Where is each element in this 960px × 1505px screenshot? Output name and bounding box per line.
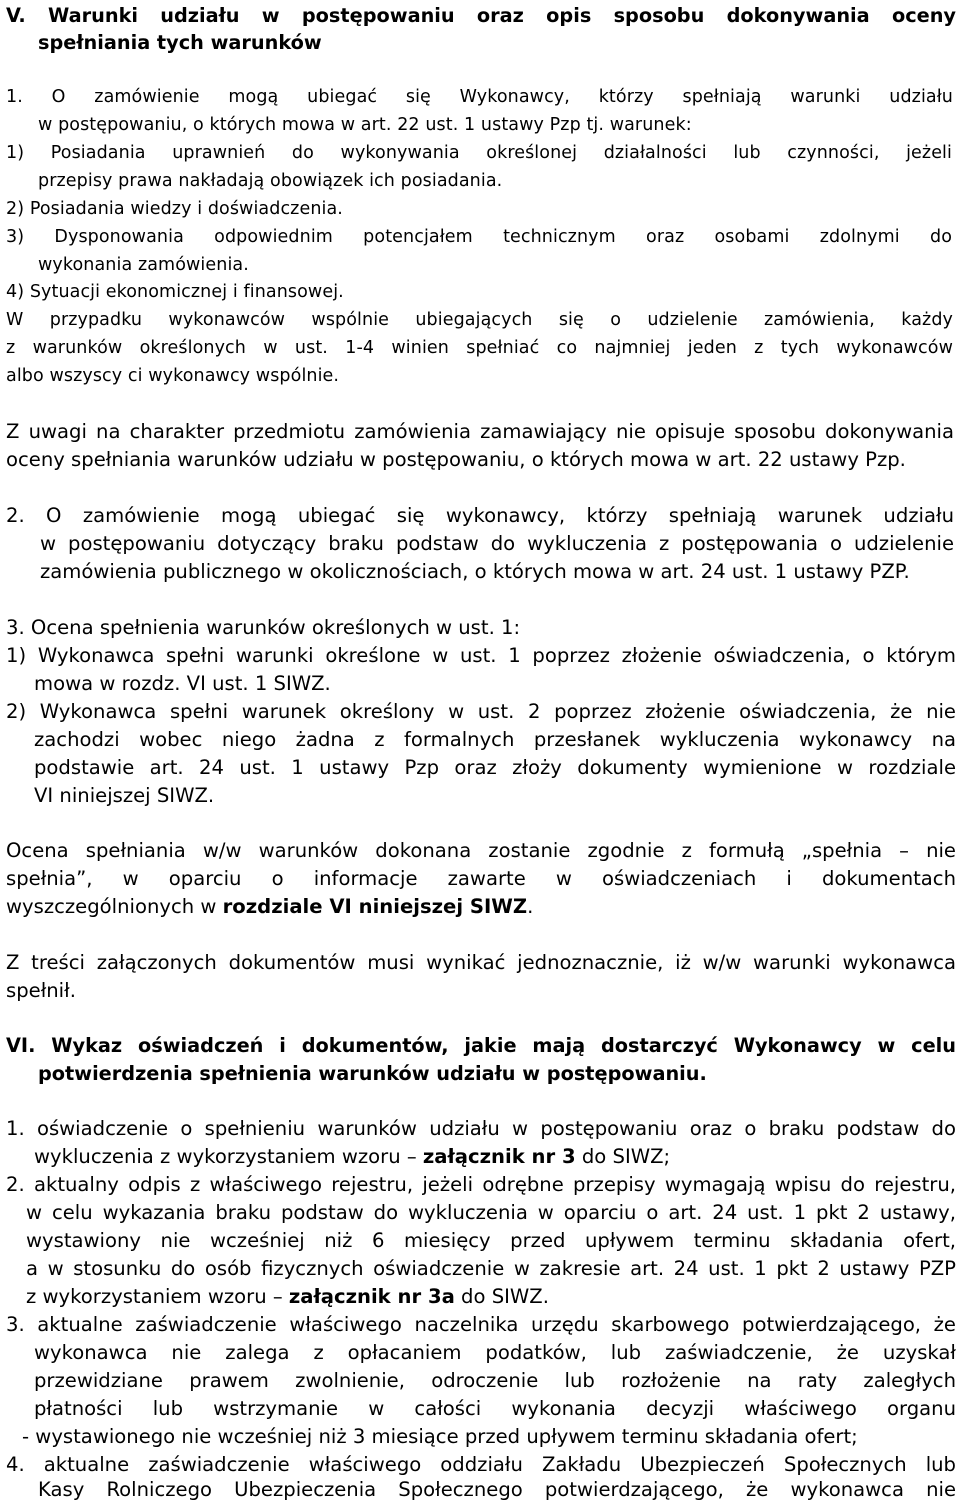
v2-line-2: w postępowaniu dotyczący braku podstaw do wykluczenia z postępowania o udzielenie [40,532,954,555]
docs-line-1: Z treści załączonych dokumentów musi wynikać jednoznacznie, iż w/w warunki wykonawca [6,951,956,974]
v3-line-5: zachodzi wobec niego żadna z formalnych przesłanek wykluczenia wykonawcy na [34,728,956,751]
vi1-line-2-end: do SIWZ; [575,1145,671,1168]
vi2-line-2: w celu wykazania braku podstaw do wykluczenia w oparciu o art. 24 ust. 1 pkt 2 ustawy, [26,1201,956,1224]
section-vi-heading-line-2: potwierdzenia spełnienia warunków udziału w postępowaniu. [38,1062,707,1085]
v3-line-1: 3. Ocena spełnienia warunków określonych w ust. 1: [6,616,521,639]
v3-line-7: VI niniejszej SIWZ. [34,784,215,807]
v2-line-1: 2. O zamówienie mogą ubiegać się wykonawcy, którzy spełniają warunek udziału [6,504,954,527]
vi3-line-3: przewidziane prawem zwolnienie, odroczenie lub rozłożenie na raty zaległych [34,1369,956,1392]
section-v-heading-line-2: spełniania tych warunków [38,31,322,54]
v1-line-10: z warunków określonych w ust. 1-4 winien spełniać co najmniej jeden z tych wykonawców [6,338,953,358]
v2-line-3: zamówienia publicznego w okolicznościach, o których mowa w art. 24 ust. 1 ustawy PZP. [40,560,910,583]
vi1-attachment-ref: załącznik nr 3 [422,1145,576,1168]
assess-line-3-text: wyszczególnionych w [6,895,223,918]
assess-line-1: Ocena spełniania w/w warunków dokonana zostanie zgodnie z formułą „spełnia – nie [6,839,956,862]
docs-line-2: spełnił. [6,979,76,1002]
v1-line-8: 4) Sytuacji ekonomicznej i finansowej. [6,282,344,302]
section-v-heading-line-1: V. Warunki udziału w postępowaniu oraz opis sposobu dokonywania oceny [6,4,956,27]
vi2-line-5 [26,1283,549,1310]
vi2-line-4: a w stosunku do osób fizycznych oświadczenie w zakresie art. 24 ust. 1 pkt 2 ustawy PZP [26,1257,956,1280]
nature-line-2: oceny spełniania warunków udziału w postępowaniu, o których mowa w art. 22 ustawy Pzp. [6,448,906,471]
v1-line-1: 1. O zamówienie mogą ubiegać się Wykonawcy, którzy spełniają warunki udziału [6,87,953,107]
vi3-line-4: płatności lub wstrzymanie w całości wykonania decyzji właściwego organu [34,1397,956,1420]
vi2-attachment-ref: załącznik nr 3a [288,1285,455,1308]
v3-line-6: podstawie art. 24 ust. 1 ustawy Pzp oraz złoży dokumenty wymienione w rozdziale [34,756,956,779]
assess-line-2: spełnia”, w oparciu o informacje zawarte w oświadczeniach i dokumentach [6,867,956,890]
vi4-line-2: Kasy Rolniczego Ubezpieczenia Społecznego potwierdzającego, że wykonawca nie [38,1478,956,1501]
v1-line-3: 1) Posiadania uprawnień do wykonywania określonej działalności lub czynności, jeżeli [6,143,952,163]
nature-line-1: Z uwagi na charakter przedmiotu zamówienia zamawiający nie opisuje sposobu dokonywania [6,420,954,443]
vi1-line-1: 1. oświadczenie o spełnieniu warunków udziału w postępowaniu oraz o braku podstaw do [6,1117,956,1140]
vi3-line-1: 3. aktualne zaświadczenie właściwego naczelnika urzędu skarbowego potwierdzającego, że [6,1313,956,1336]
v1-line-5: 2) Posiadania wiedzy i doświadczenia. [6,199,343,219]
vi2-line-5-text: z wykorzystaniem wzoru – [26,1285,289,1308]
section-vi-heading-line-1: VI. Wykaz oświadczeń i dokumentów, jakie mają dostarczyć Wykonawcy w celu [6,1034,956,1057]
v1-line-6: 3) Dysponowania odpowiednim potencjałem technicznym oraz osobami zdolnymi do [6,227,952,247]
v1-line-11: albo wszyscy ci wykonawcy wspólnie. [6,366,340,386]
vi2-line-5-end: do SIWZ. [454,1285,549,1308]
v1-line-7: wykonania zamówienia. [38,255,249,275]
v3-line-3: mowa w rozdz. VI ust. 1 SIWZ. [34,672,331,695]
assess-line-3-bold: rozdziale VI niniejszej SIWZ [222,895,528,918]
v1-line-9: W przypadku wykonawców wspólnie ubiegających się o udzielenie zamówienia, każdy [6,310,953,330]
v3-line-4: 2) Wykonawca spełni warunek określony w ust. 2 poprzez złożenie oświadczenia, że nie [6,700,956,723]
v1-line-4: przepisy prawa nakładają obowiązek ich posiadania. [38,171,503,191]
assess-line-3-end: . [527,895,534,918]
vi1-line-2 [34,1143,670,1170]
vi3-line-2: wykonawca nie zalega z opłacaniem podatków, lub zaświadczenie, że uzyskał [34,1341,956,1364]
v3-line-2: 1) Wykonawca spełni warunki określone w ust. 1 poprzez złożenie oświadczenia, o którym [6,644,956,667]
assess-line-3 [6,893,533,920]
vi3-line-5: - wystawionego nie wcześniej niż 3 miesiące przed upływem terminu składania ofert; [22,1425,858,1448]
vi2-line-3: wystawiony nie wcześniej niż 6 miesięcy przed upływem terminu składania ofert, [26,1229,956,1252]
vi4-line-1: 4. aktualne zaświadczenie właściwego oddziału Zakładu Ubezpieczeń Społecznych lub [6,1453,956,1476]
vi2-line-1: 2. aktualny odpis z właściwego rejestru, jeżeli odrębne przepisy wymagają wpisu do rejestru, [6,1173,956,1196]
vi1-line-2-text: wykluczenia z wykorzystaniem wzoru – [34,1145,423,1168]
v1-line-2: w postępowaniu, o których mowa w art. 22 ust. 1 ustawy Pzp tj. warunek: [38,115,692,135]
